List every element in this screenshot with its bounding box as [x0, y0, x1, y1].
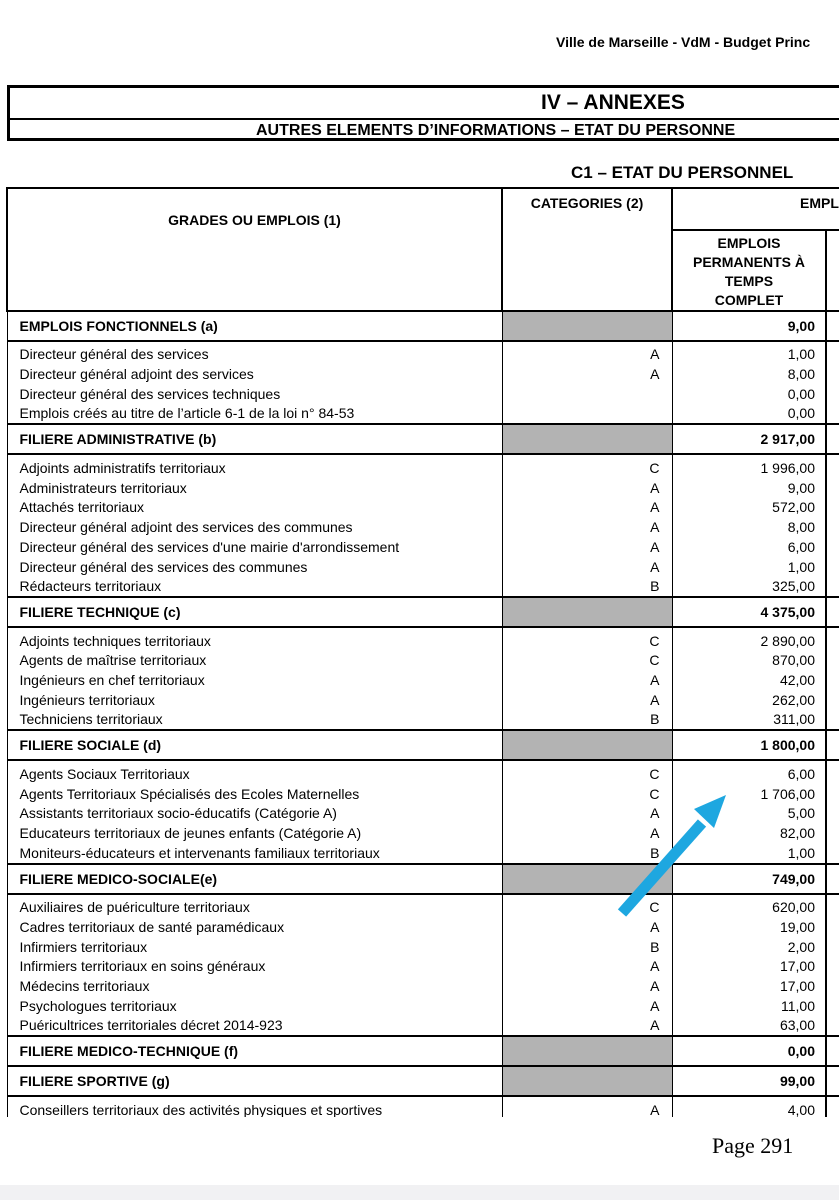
grade-value: 11,00 [672, 997, 826, 1017]
grade-next-cell [826, 784, 839, 804]
section-category-cell [502, 597, 672, 627]
grade-label: Directeur général adjoint des services des communes [7, 518, 502, 538]
grade-next-cell [826, 844, 839, 864]
grade-value: 1,00 [672, 557, 826, 577]
section-category-cell [502, 424, 672, 454]
grade-category: C [502, 651, 672, 671]
grade-value: 82,00 [672, 824, 826, 844]
section-category-cell [502, 311, 672, 341]
header-emplois: EMPL [672, 188, 839, 230]
header-permanents-line: PERMANENTS À [692, 254, 805, 270]
grade-label: Assistants territoriaux socio-éducatifs (Catégorie A) [7, 804, 502, 824]
grade-label: Infirmiers territoriaux en soins généraux [7, 957, 502, 977]
section-next-cell [826, 597, 839, 627]
grade-value: 325,00 [672, 577, 826, 597]
section-label: FILIERE MEDICO-SOCIALE(e) [7, 864, 502, 894]
grade-label: Adjoints techniques territoriaux [7, 631, 502, 651]
grade-value: 9,00 [672, 478, 826, 498]
grade-next-cell [826, 404, 839, 424]
grade-value: 1 706,00 [672, 784, 826, 804]
grade-value: 63,00 [672, 1016, 826, 1036]
grade-label: Agents Sociaux Territoriaux [7, 764, 502, 784]
grade-category: C [502, 764, 672, 784]
section-row [7, 1066, 839, 1096]
arrow-shaft [622, 823, 702, 913]
grade-next-cell [826, 498, 839, 518]
grade-next-cell [826, 478, 839, 498]
grade-category: A [502, 804, 672, 824]
grade-category: A [502, 518, 672, 538]
grade-category: A [502, 1016, 672, 1036]
table-row [7, 345, 839, 365]
grade-next-cell [826, 957, 839, 977]
annotation-arrow-icon [610, 795, 740, 925]
grade-category: A [502, 671, 672, 691]
grade-label: Administrateurs territoriaux [7, 478, 502, 498]
header-grades: GRADES OU EMPLOIS (1) [7, 188, 502, 311]
header-categories: CATEGORIES (2) [502, 188, 672, 311]
grade-label: Directeur général adjoint des services [7, 365, 502, 385]
table-row [7, 710, 839, 730]
section-label: FILIERE SPORTIVE (g) [7, 1066, 502, 1096]
table-row [7, 404, 839, 424]
grade-label: Rédacteurs territoriaux [7, 577, 502, 597]
table-row [7, 764, 839, 784]
header-permanents-line: EMPLOIS [717, 235, 781, 251]
grade-next-cell [826, 538, 839, 558]
section-total: 0,00 [672, 1036, 826, 1066]
grade-category [502, 404, 672, 424]
section-label: FILIERE MEDICO-TECHNIQUE (f) [7, 1036, 502, 1066]
grade-next-cell [826, 557, 839, 577]
grade-value: 8,00 [672, 518, 826, 538]
section-label: EMPLOIS FONCTIONNELS (a) [7, 311, 502, 341]
grade-label: Auxiliaires de puériculture territoriaux [7, 898, 502, 918]
grade-value: 4,00 [672, 1100, 826, 1117]
table-row [7, 631, 839, 651]
grade-category: A [502, 345, 672, 365]
grade-value: 5,00 [672, 804, 826, 824]
grade-value: 262,00 [672, 691, 826, 711]
grade-value: 311,00 [672, 710, 826, 730]
annex-title: IV – ANNEXES [541, 91, 685, 114]
grade-value: 2,00 [672, 937, 826, 957]
grade-next-cell [826, 651, 839, 671]
grade-next-cell [826, 1100, 839, 1117]
section-row [7, 311, 839, 341]
table-row [7, 365, 839, 385]
grade-label: Ingénieurs en chef territoriaux [7, 671, 502, 691]
grade-label: Ingénieurs territoriaux [7, 691, 502, 711]
table-row [7, 518, 839, 538]
table-row [7, 498, 839, 518]
table-row [7, 1100, 839, 1117]
grade-value: 870,00 [672, 651, 826, 671]
grade-next-cell [826, 458, 839, 478]
grade-value: 19,00 [672, 917, 826, 937]
grade-category: B [502, 844, 672, 864]
table-row [7, 557, 839, 577]
grade-next-cell [826, 824, 839, 844]
page-number: Page 291 [712, 1133, 794, 1158]
annex-divider [10, 118, 839, 120]
table-row [7, 1016, 839, 1036]
section-next-cell [826, 1066, 839, 1096]
grade-category: A [502, 1100, 672, 1117]
grade-value: 0,00 [672, 404, 826, 424]
table-row [7, 937, 839, 957]
header-permanents-line: COMPLET [714, 292, 784, 308]
grade-next-cell [826, 977, 839, 997]
grade-value: 620,00 [672, 898, 826, 918]
grade-next-cell [826, 804, 839, 824]
grade-label: Médecins territoriaux [7, 977, 502, 997]
table-body [7, 311, 839, 1117]
grade-label: Infirmiers territoriaux [7, 937, 502, 957]
section-total: 1 800,00 [672, 730, 826, 760]
grade-category: A [502, 557, 672, 577]
table-row [7, 577, 839, 597]
grade-next-cell [826, 671, 839, 691]
section-category-cell [502, 1036, 672, 1066]
section-next-cell [826, 424, 839, 454]
grade-next-cell [826, 365, 839, 385]
grade-label: Emplois créés au titre de l’article 6-1 de la loi n° 84-53 [7, 404, 502, 424]
section-total: 9,00 [672, 311, 826, 341]
grade-value: 6,00 [672, 538, 826, 558]
section-next-cell [826, 311, 839, 341]
section-category-cell [502, 730, 672, 760]
section-label: FILIERE ADMINISTRATIVE (b) [7, 424, 502, 454]
grade-value: 6,00 [672, 764, 826, 784]
section-row [7, 424, 839, 454]
header-permanents-line: TEMPS [724, 273, 774, 289]
grade-next-cell [826, 764, 839, 784]
table-row [7, 538, 839, 558]
grade-category: A [502, 977, 672, 997]
grade-next-cell [826, 631, 839, 651]
grade-category: A [502, 691, 672, 711]
table-row [7, 977, 839, 997]
grade-category: C [502, 784, 672, 804]
grade-label: Agents de maîtrise territoriaux [7, 651, 502, 671]
grade-label: Directeur général des services [7, 345, 502, 365]
annex-subtitle: AUTRES ELEMENTS D’INFORMATIONS – ETAT DU PERSONNE [256, 122, 736, 139]
grade-label: Attachés territoriaux [7, 498, 502, 518]
grade-value: 17,00 [672, 977, 826, 997]
grade-label: Psychologues territoriaux [7, 997, 502, 1017]
grade-next-cell [826, 345, 839, 365]
grade-next-cell [826, 710, 839, 730]
grade-category: A [502, 824, 672, 844]
table-row [7, 957, 839, 977]
section-next-cell [826, 864, 839, 894]
section-total: 2 917,00 [672, 424, 826, 454]
grade-label: Educateurs territoriaux de jeunes enfants (Catégorie A) [7, 824, 502, 844]
table-row [7, 691, 839, 711]
section-total: 99,00 [672, 1066, 826, 1096]
grade-value: 8,00 [672, 365, 826, 385]
grade-label: Directeur général des services d'une mairie d'arrondissement [7, 538, 502, 558]
grade-category: A [502, 957, 672, 977]
section-total: 749,00 [672, 864, 826, 894]
grade-label: Puéricultrices territoriales décret 2014-923 [7, 1016, 502, 1036]
grade-next-cell [826, 917, 839, 937]
section-total: 4 375,00 [672, 597, 826, 627]
grade-value: 1,00 [672, 345, 826, 365]
grade-label: Directeur général des services techniques [7, 385, 502, 405]
grade-value: 1,00 [672, 844, 826, 864]
table-row [7, 385, 839, 405]
table-row [7, 478, 839, 498]
document-header: Ville de Marseille - VdM - Budget Princ [556, 34, 811, 50]
grade-label: Agents Territoriaux Spécialisés des Ecoles Maternelles [7, 784, 502, 804]
grade-value: 42,00 [672, 671, 826, 691]
grade-category: C [502, 898, 672, 918]
personnel-table [6, 187, 839, 1117]
grade-next-cell [826, 997, 839, 1017]
table-row [7, 458, 839, 478]
grade-next-cell [826, 898, 839, 918]
section-row [7, 730, 839, 760]
grade-category: C [502, 458, 672, 478]
header-next-column [826, 230, 839, 311]
grade-next-cell [826, 1016, 839, 1036]
section-row [7, 1036, 839, 1066]
table-row [7, 651, 839, 671]
grade-value: 17,00 [672, 957, 826, 977]
grade-label: Conseillers territoriaux des activités physiques et sportives [7, 1100, 502, 1117]
grade-category: A [502, 498, 672, 518]
grade-next-cell [826, 577, 839, 597]
grade-label: Cadres territoriaux de santé paramédicaux [7, 917, 502, 937]
section-label: FILIERE TECHNIQUE (c) [7, 597, 502, 627]
grade-value: 572,00 [672, 498, 826, 518]
grade-next-cell [826, 385, 839, 405]
section-category-cell [502, 1066, 672, 1096]
header-permanents-temps-complet [672, 230, 826, 311]
grade-category: A [502, 538, 672, 558]
section-next-cell [826, 730, 839, 760]
section-title: C1 – ETAT DU PERSONNEL [571, 163, 794, 182]
grade-category: A [502, 917, 672, 937]
grade-value: 2 890,00 [672, 631, 826, 651]
section-row [7, 597, 839, 627]
grade-category: B [502, 710, 672, 730]
table-row [7, 997, 839, 1017]
annex-title-box [7, 85, 839, 141]
grade-label: Directeur général des services des communes [7, 557, 502, 577]
table-row [7, 671, 839, 691]
section-next-cell [826, 1036, 839, 1066]
grade-category: B [502, 937, 672, 957]
grade-category: A [502, 365, 672, 385]
grade-label: Techniciens territoriaux [7, 710, 502, 730]
grade-category: C [502, 631, 672, 651]
grade-next-cell [826, 937, 839, 957]
grade-label: Moniteurs-éducateurs et intervenants familiaux territoriaux [7, 844, 502, 864]
grade-category: A [502, 478, 672, 498]
grade-category [502, 385, 672, 405]
grade-value: 0,00 [672, 385, 826, 405]
grade-next-cell [826, 518, 839, 538]
grade-category: A [502, 997, 672, 1017]
grade-value: 1 996,00 [672, 458, 826, 478]
section-label: FILIERE SOCIALE (d) [7, 730, 502, 760]
grade-label: Adjoints administratifs territoriaux [7, 458, 502, 478]
grade-next-cell [826, 691, 839, 711]
grade-category: B [502, 577, 672, 597]
